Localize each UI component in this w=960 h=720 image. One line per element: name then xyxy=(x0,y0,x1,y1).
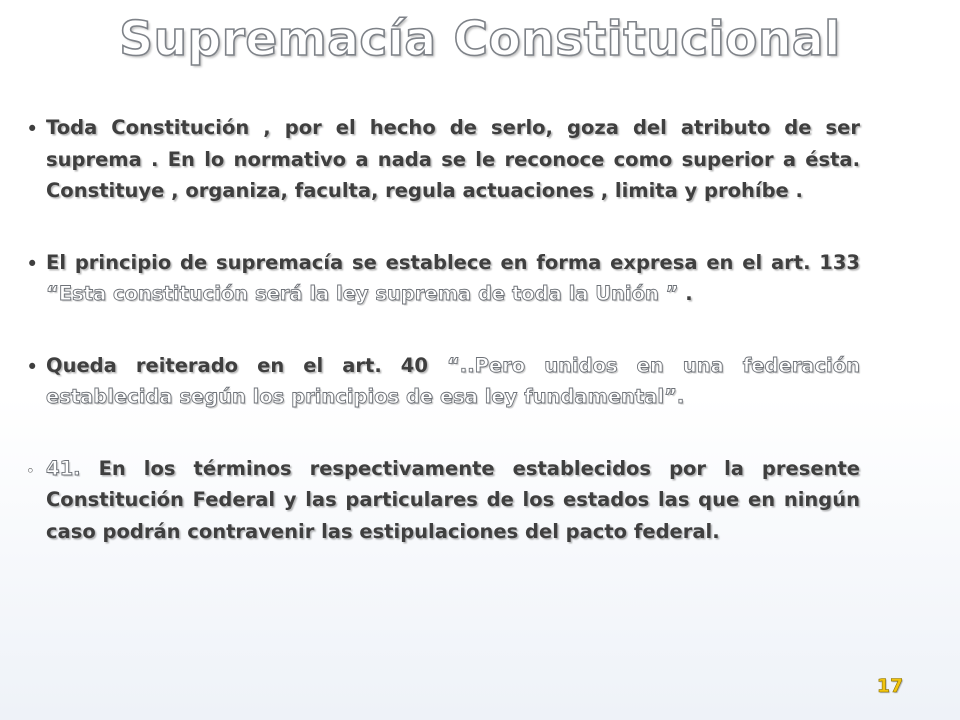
bullet-item xyxy=(26,112,860,207)
article-number: 41. xyxy=(46,456,81,480)
bullet-text xyxy=(46,453,860,548)
page-number: 17 xyxy=(876,675,904,697)
quoted-text: “..Pero unidos en una federación establecida según los principios de esa ley fundamental”. xyxy=(46,353,860,408)
bullet-text-body: En los términos respectivamente establecidos por la presente Constitución Federal y las particulares de los estados las que en ningún caso podrán contravenir las estipulaciones del pacto federal. xyxy=(46,456,860,543)
bullet-dot-icon: • xyxy=(26,251,39,276)
bullet-text xyxy=(46,112,860,207)
bullet-dot-icon: • xyxy=(26,354,39,379)
bullet-ring-icon: ◦ xyxy=(26,461,35,480)
bullet-text xyxy=(46,247,860,310)
bullet-list xyxy=(26,112,860,547)
bullet-item xyxy=(26,350,860,413)
bullet-item xyxy=(26,247,860,310)
bullet-text-tail: . xyxy=(678,282,693,305)
quoted-text: “Esta constitución será la ley suprema de toda la Unión ” xyxy=(46,282,679,305)
bullet-text xyxy=(46,350,860,413)
bullet-text-body: El principio de supremacía se establece en forma expresa en el art. 133 xyxy=(46,250,860,274)
bullet-dot-icon: • xyxy=(26,117,39,141)
slide-title: Supremacía Constitucional xyxy=(119,12,841,67)
bullet-text-body: Toda Constitución , por el hecho de serlo, goza del atributo de ser suprema . En lo normativo a nada se le reconoce como superior a ésta. Constituye , organiza, faculta, regula actuaciones , limita y prohíbe . xyxy=(46,116,860,202)
bullet-text-body: Queda reiterado en el art. 40 xyxy=(46,353,447,377)
bullet-item xyxy=(26,453,860,548)
